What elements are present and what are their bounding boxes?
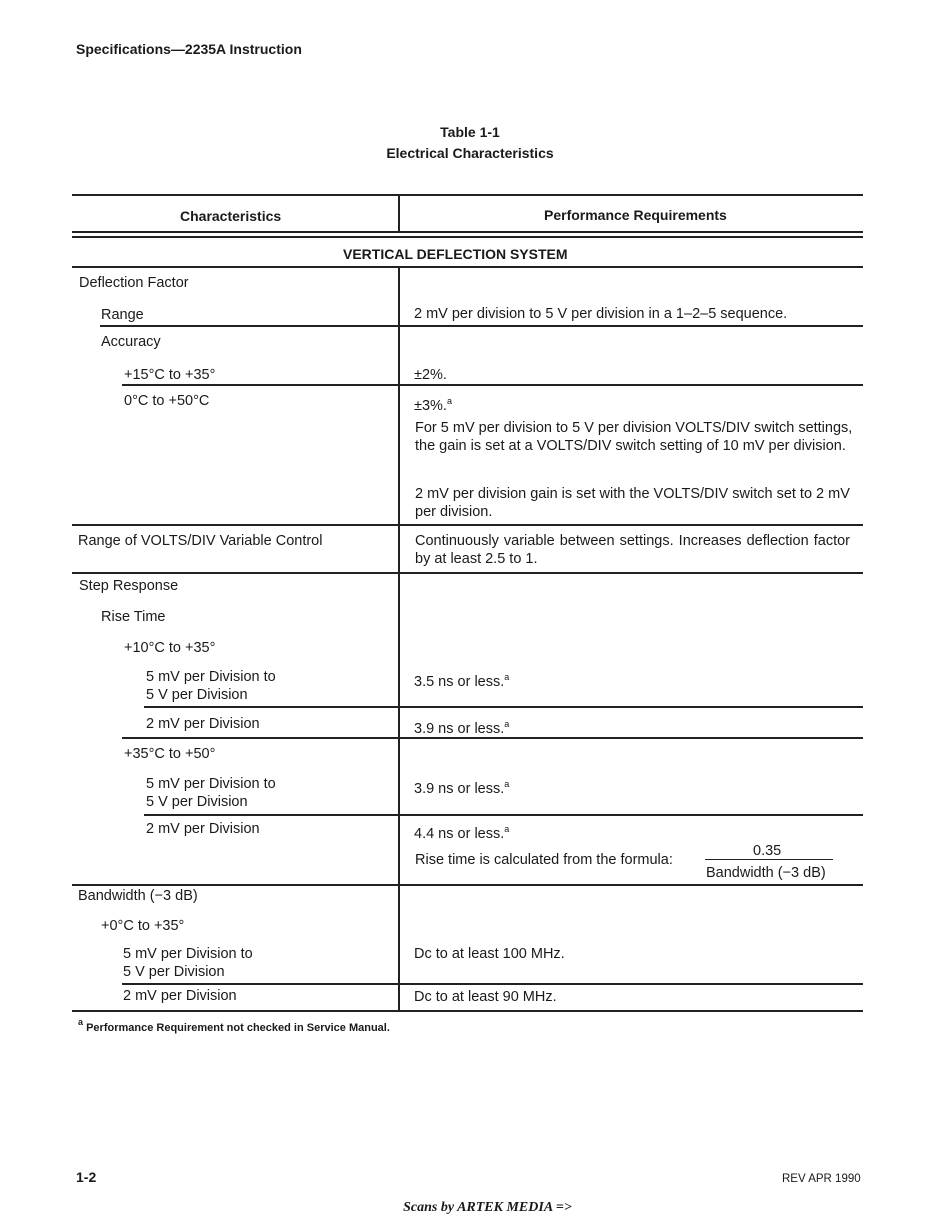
row-label: Range xyxy=(101,307,144,323)
footnote-marker: a xyxy=(504,779,510,789)
row-label: 5 V per Division xyxy=(123,964,225,980)
row-rule xyxy=(72,884,863,886)
row-rule xyxy=(144,706,863,708)
row-value: 2 mV per division to 5 V per division in a 1–2–5 sequence. xyxy=(414,306,788,322)
footnote-marker: a xyxy=(504,672,510,682)
row-value xyxy=(414,775,509,798)
value-text: ±3%. xyxy=(414,398,447,414)
value-text: 3.9 ns or less. xyxy=(414,781,505,797)
row-label: +15°C to +35° xyxy=(124,367,216,383)
page-number: 1-2 xyxy=(76,1169,97,1185)
section-heading: VERTICAL DEFLECTION SYSTEM xyxy=(343,246,568,262)
row-value xyxy=(414,392,452,415)
row-value: Dc to at least 100 MHz. xyxy=(414,946,565,962)
row-rule xyxy=(122,737,863,739)
revision-date: REV APR 1990 xyxy=(782,1173,861,1185)
row-label: 2 mV per Division xyxy=(123,988,237,1004)
row-label: Bandwidth (−3 dB) xyxy=(78,888,198,904)
row-label: Rise Time xyxy=(101,609,166,625)
row-rule xyxy=(100,325,863,327)
table-bottom-rule xyxy=(72,1010,863,1012)
row-label: 5 V per Division xyxy=(146,687,248,703)
row-label: 5 mV per Division to xyxy=(123,946,253,962)
footnote-marker: a xyxy=(504,719,510,729)
formula-label: Rise time is calculated from the formula: xyxy=(415,852,673,868)
row-value: Dc to at least 90 MHz. xyxy=(414,989,557,1005)
running-header: Specifications—2235A Instruction xyxy=(76,41,302,57)
row-value xyxy=(414,820,509,843)
footnote-mark: a xyxy=(78,1017,84,1027)
header-double-rule-1 xyxy=(72,231,863,233)
header-double-rule-2 xyxy=(72,236,863,238)
row-label: Step Response xyxy=(79,578,179,594)
value-text: 4.4 ns or less. xyxy=(414,826,505,842)
scan-credit: Scans by ARTEK MEDIA => xyxy=(403,1200,572,1215)
row-rule xyxy=(122,983,863,985)
row-value: ±2%. xyxy=(414,367,447,383)
column-divider xyxy=(398,267,400,1012)
row-label: 5 mV per Division to xyxy=(146,776,276,792)
row-label: +0°C to +35° xyxy=(101,918,185,934)
section-rule xyxy=(72,266,863,268)
formula-numerator: 0.35 xyxy=(753,843,782,859)
row-note: For 5 mV per division to 5 V per division VOLTS/DIV switch settings, the gain is set at a VOLTS/DIV switch setting of 10 mV per division. xyxy=(415,420,853,454)
value-text: 3.5 ns or less. xyxy=(414,674,505,690)
row-rule xyxy=(144,814,863,816)
row-rule xyxy=(122,384,863,386)
value-text: 3.9 ns or less. xyxy=(414,721,505,737)
table-title: Electrical Characteristics xyxy=(386,145,554,161)
formula-fraction-bar xyxy=(705,859,833,860)
row-value: Continuously variable between settings. Increases deflection factor by at least 2.5 to 1. xyxy=(415,533,850,567)
formula-denominator: Bandwidth (−3 dB) xyxy=(706,865,826,881)
column-header-requirements: Performance Requirements xyxy=(544,207,727,223)
footnote-marker: a xyxy=(446,396,452,406)
footnote-text: Performance Requirement not checked in Service Manual. xyxy=(86,1022,390,1034)
row-label: +35°C to +50° xyxy=(124,746,216,762)
row-rule xyxy=(72,524,863,526)
row-label: 5 V per Division xyxy=(146,794,248,810)
footnote-marker: a xyxy=(504,824,510,834)
row-rule xyxy=(72,572,863,574)
row-label: 2 mV per Division xyxy=(146,716,260,732)
header-divider xyxy=(398,195,400,232)
row-label: 0°C to +50°C xyxy=(124,393,210,409)
row-value xyxy=(414,715,509,738)
table-top-rule xyxy=(72,194,863,196)
row-note: 2 mV per division gain is set with the VOLTS/DIV switch set to 2 mV per division. xyxy=(415,486,850,520)
table-number: Table 1-1 xyxy=(440,124,500,140)
row-label: Deflection Factor xyxy=(79,275,189,291)
row-label: 2 mV per Division xyxy=(146,821,260,837)
row-label: +10°C to +35° xyxy=(124,640,216,656)
footnote xyxy=(78,1017,390,1034)
row-value xyxy=(414,668,509,691)
column-header-characteristics: Characteristics xyxy=(180,208,282,224)
row-label: Range of VOLTS/DIV Variable Control xyxy=(78,533,323,549)
row-label: 5 mV per Division to xyxy=(146,669,276,685)
row-label: Accuracy xyxy=(101,334,161,350)
